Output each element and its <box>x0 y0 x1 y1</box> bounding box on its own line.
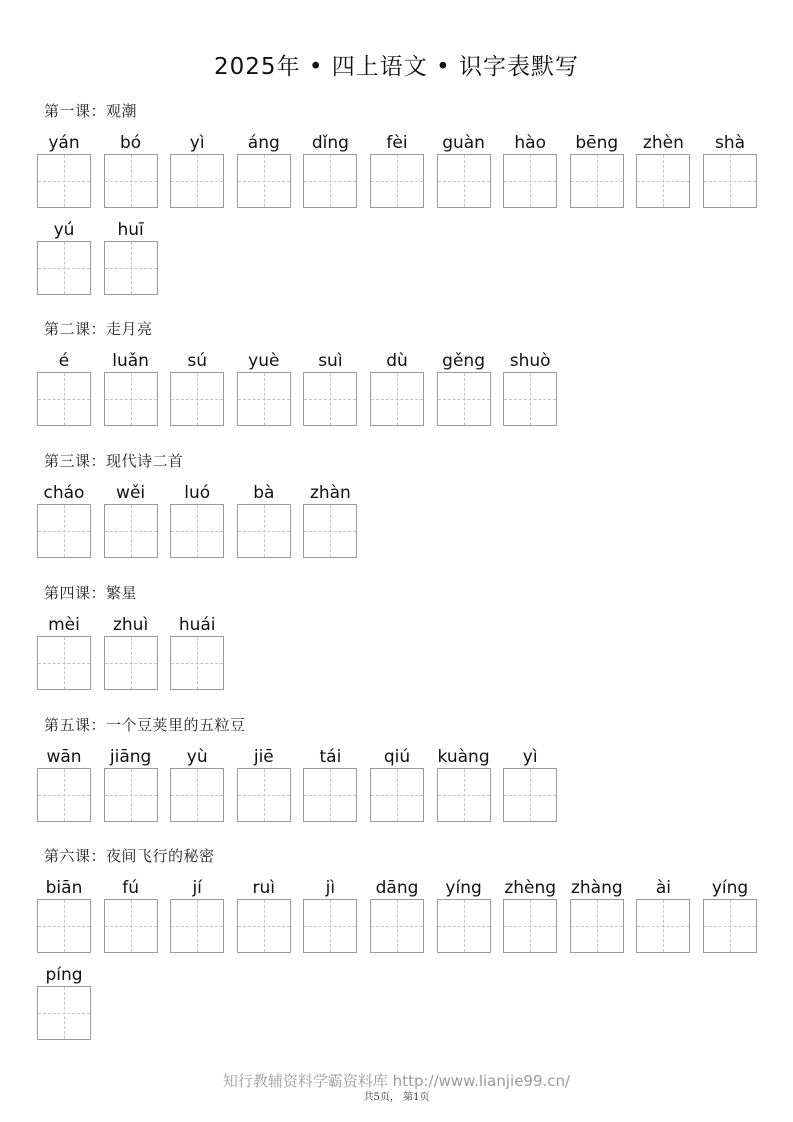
writing-cell <box>37 350 91 426</box>
pinyin-label: jiāng <box>109 747 152 767</box>
tianzige-box[interactable] <box>303 768 357 822</box>
tianzige-box[interactable] <box>37 986 91 1040</box>
tianzige-box[interactable] <box>170 636 224 690</box>
grid-guide-vertical <box>64 505 65 557</box>
writing-cell <box>437 746 491 822</box>
tianzige-box[interactable] <box>370 899 424 953</box>
writing-cell <box>503 746 557 822</box>
grid-guide-vertical <box>330 900 331 952</box>
tianzige-box[interactable] <box>370 372 424 426</box>
writing-cell <box>237 132 291 208</box>
writing-cell <box>703 877 757 953</box>
grid-guide-vertical <box>397 769 398 821</box>
pinyin-label: yíng <box>445 878 482 898</box>
tianzige-box[interactable] <box>37 899 91 953</box>
tianzige-box[interactable] <box>170 504 224 558</box>
tianzige-box[interactable] <box>170 768 224 822</box>
lesson-title: 第四课：繁星 <box>44 584 138 602</box>
writing-cell <box>570 132 624 208</box>
pinyin-label: bēng <box>575 133 619 153</box>
writing-cell <box>237 350 291 426</box>
writing-cell <box>170 614 224 690</box>
tianzige-box[interactable] <box>503 154 557 208</box>
grid-guide-vertical <box>64 637 65 689</box>
tianzige-box[interactable] <box>37 768 91 822</box>
grid-guide-vertical <box>330 373 331 425</box>
writing-cell <box>303 482 357 558</box>
tianzige-box[interactable] <box>37 504 91 558</box>
writing-cell <box>170 877 224 953</box>
grid-guide-vertical <box>131 637 132 689</box>
pinyin-label: dǐng <box>311 133 349 153</box>
grid-guide-vertical <box>264 769 265 821</box>
writing-cell <box>636 132 690 208</box>
pinyin-label: yù <box>186 747 208 767</box>
writing-cell <box>570 877 624 953</box>
pinyin-label: wān <box>46 747 82 767</box>
grid-guide-vertical <box>197 155 198 207</box>
pinyin-label: píng <box>45 965 83 985</box>
writing-cell <box>104 350 158 426</box>
grid-guide-vertical <box>464 155 465 207</box>
pinyin-label: suì <box>318 351 343 371</box>
writing-cell <box>303 877 357 953</box>
pinyin-label: shuò <box>509 351 551 371</box>
pinyin-label: fèi <box>386 133 408 153</box>
writing-cell <box>37 877 91 953</box>
lesson-title: 第一课：观潮 <box>44 102 138 120</box>
pinyin-label: biān <box>45 878 83 898</box>
tianzige-box[interactable] <box>237 899 291 953</box>
grid-guide-vertical <box>464 900 465 952</box>
pinyin-label: jiē <box>253 747 274 767</box>
grid-guide-vertical <box>530 373 531 425</box>
tianzige-box[interactable] <box>237 504 291 558</box>
tianzige-box[interactable] <box>237 372 291 426</box>
grid-guide-vertical <box>597 155 598 207</box>
writing-cell <box>104 219 158 295</box>
tianzige-box[interactable] <box>303 504 357 558</box>
tianzige-box[interactable] <box>437 768 491 822</box>
writing-cell <box>303 132 357 208</box>
pinyin-label: dù <box>386 351 408 371</box>
grid-guide-vertical <box>330 769 331 821</box>
tianzige-box[interactable] <box>303 372 357 426</box>
writing-cell <box>104 482 158 558</box>
pinyin-label: fú <box>122 878 139 898</box>
grid-guide-vertical <box>530 769 531 821</box>
grid-guide-vertical <box>530 155 531 207</box>
grid-guide-vertical <box>64 155 65 207</box>
writing-cell <box>37 482 91 558</box>
writing-cell <box>170 132 224 208</box>
grid-guide-vertical <box>197 769 198 821</box>
footer-page-number: 共5页， 第1页 <box>363 1092 430 1103</box>
writing-cell <box>170 746 224 822</box>
grid-guide-vertical <box>131 242 132 294</box>
pinyin-label: wěi <box>116 483 146 503</box>
grid-guide-vertical <box>64 900 65 952</box>
pinyin-label: bó <box>119 133 142 153</box>
tianzige-box[interactable] <box>170 899 224 953</box>
grid-guide-vertical <box>131 155 132 207</box>
writing-cell <box>636 877 690 953</box>
writing-cell <box>104 746 158 822</box>
tianzige-box[interactable] <box>170 154 224 208</box>
grid-guide-vertical <box>64 242 65 294</box>
lesson-title: 第六课：夜间飞行的秘密 <box>44 847 215 865</box>
tianzige-box[interactable] <box>104 636 158 690</box>
grid-guide-vertical <box>730 155 731 207</box>
tianzige-box[interactable] <box>170 372 224 426</box>
tianzige-box[interactable] <box>104 504 158 558</box>
writing-cell <box>104 877 158 953</box>
writing-cell <box>104 132 158 208</box>
pinyin-label: yán <box>48 133 80 153</box>
pinyin-label: sú <box>187 351 207 371</box>
grid-guide-vertical <box>197 637 198 689</box>
writing-cell <box>370 877 424 953</box>
writing-cell <box>37 614 91 690</box>
pinyin-label: kuàng <box>437 747 490 767</box>
tianzige-box[interactable] <box>636 154 690 208</box>
lesson-title: 第五课：一个豆荚里的五粒豆 <box>44 716 246 734</box>
grid-guide-vertical <box>131 505 132 557</box>
pinyin-label: gěng <box>442 351 485 371</box>
tianzige-box[interactable] <box>37 372 91 426</box>
writing-cell <box>370 132 424 208</box>
pinyin-label: zhàng <box>570 878 623 898</box>
pinyin-label: jì <box>325 878 336 898</box>
tianzige-box[interactable] <box>636 899 690 953</box>
writing-cell <box>370 746 424 822</box>
grid-guide-vertical <box>264 505 265 557</box>
writing-cell <box>303 746 357 822</box>
writing-cell <box>104 614 158 690</box>
grid-guide-vertical <box>64 769 65 821</box>
pinyin-label: yuè <box>248 351 280 371</box>
tianzige-box[interactable] <box>503 372 557 426</box>
footer-site-link[interactable]: 知行教辅资料学霸资料库 http://www.lianjie99.cn/ <box>222 1072 571 1090</box>
tianzige-box[interactable] <box>303 899 357 953</box>
grid-guide-vertical <box>64 373 65 425</box>
pinyin-label: luó <box>184 483 211 503</box>
pinyin-label: yì <box>522 747 538 767</box>
tianzige-box[interactable] <box>370 768 424 822</box>
grid-guide-vertical <box>131 900 132 952</box>
tianzige-box[interactable] <box>703 899 757 953</box>
pinyin-label: dāng <box>375 878 419 898</box>
writing-cell <box>437 877 491 953</box>
pinyin-label: jí <box>192 878 202 898</box>
writing-cell <box>170 482 224 558</box>
lesson-title: 第三课：现代诗二首 <box>44 452 184 470</box>
pinyin-label: huái <box>178 615 216 635</box>
grid-guide-vertical <box>397 155 398 207</box>
tianzige-box[interactable] <box>370 154 424 208</box>
pinyin-label: ruì <box>252 878 276 898</box>
writing-cell <box>303 350 357 426</box>
tianzige-box[interactable] <box>303 154 357 208</box>
writing-cell <box>237 877 291 953</box>
writing-cell <box>503 132 557 208</box>
writing-cell <box>237 482 291 558</box>
pinyin-label: yíng <box>711 878 749 898</box>
grid-guide-vertical <box>730 900 731 952</box>
pinyin-label: zhàn <box>309 483 351 503</box>
tianzige-box[interactable] <box>703 154 757 208</box>
pinyin-label: zhèng <box>504 878 557 898</box>
grid-guide-vertical <box>397 900 398 952</box>
grid-guide-vertical <box>464 769 465 821</box>
tianzige-box[interactable] <box>437 372 491 426</box>
writing-cell <box>37 964 91 1040</box>
pinyin-label: shà <box>714 133 746 153</box>
lesson-title: 第二课：走月亮 <box>44 320 153 338</box>
grid-guide-vertical <box>197 373 198 425</box>
pinyin-label: é <box>58 351 70 371</box>
tianzige-box[interactable] <box>37 154 91 208</box>
tianzige-box[interactable] <box>104 768 158 822</box>
grid-guide-vertical <box>264 155 265 207</box>
pinyin-label: guàn <box>442 133 485 153</box>
writing-cell <box>170 350 224 426</box>
page-title: 2025年 • 四上语文 • 识字表默写 <box>214 54 579 80</box>
writing-cell <box>370 350 424 426</box>
tianzige-box[interactable] <box>37 241 91 295</box>
grid-guide-vertical <box>131 769 132 821</box>
tianzige-box[interactable] <box>570 154 624 208</box>
tianzige-box[interactable] <box>437 154 491 208</box>
pinyin-label: cháo <box>43 483 85 503</box>
grid-guide-vertical <box>330 505 331 557</box>
pinyin-label: tái <box>319 747 342 767</box>
grid-guide-vertical <box>197 505 198 557</box>
tianzige-box[interactable] <box>570 899 624 953</box>
writing-cell <box>237 746 291 822</box>
pinyin-label: mèi <box>48 615 80 635</box>
tianzige-box[interactable] <box>104 241 158 295</box>
tianzige-box[interactable] <box>237 768 291 822</box>
pinyin-label: yì <box>189 133 205 153</box>
grid-guide-vertical <box>264 373 265 425</box>
pinyin-label: áng <box>247 133 280 153</box>
tianzige-box[interactable] <box>104 372 158 426</box>
grid-guide-vertical <box>264 900 265 952</box>
pinyin-label: zhèn <box>642 133 684 153</box>
tianzige-box[interactable] <box>104 899 158 953</box>
writing-cell <box>437 132 491 208</box>
writing-cell <box>503 350 557 426</box>
tianzige-box[interactable] <box>237 154 291 208</box>
grid-guide-vertical <box>397 373 398 425</box>
pinyin-label: huī <box>117 220 144 240</box>
tianzige-box[interactable] <box>503 768 557 822</box>
pinyin-label: yú <box>53 220 75 240</box>
grid-guide-vertical <box>131 373 132 425</box>
tianzige-box[interactable] <box>503 899 557 953</box>
tianzige-box[interactable] <box>37 636 91 690</box>
writing-cell <box>37 132 91 208</box>
grid-guide-vertical <box>663 900 664 952</box>
grid-guide-vertical <box>597 900 598 952</box>
grid-guide-vertical <box>530 900 531 952</box>
grid-guide-vertical <box>197 900 198 952</box>
grid-guide-vertical <box>663 155 664 207</box>
pinyin-label: luǎn <box>112 351 149 371</box>
pinyin-label: bà <box>253 483 275 503</box>
pinyin-label: ài <box>655 878 671 898</box>
writing-cell <box>703 132 757 208</box>
writing-cell <box>37 219 91 295</box>
pinyin-label: zhuì <box>112 615 149 635</box>
grid-guide-vertical <box>464 373 465 425</box>
pinyin-label: qiú <box>383 747 411 767</box>
grid-guide-vertical <box>64 987 65 1039</box>
writing-cell <box>437 350 491 426</box>
pinyin-label: hào <box>514 133 546 153</box>
writing-cell <box>37 746 91 822</box>
grid-guide-vertical <box>330 155 331 207</box>
tianzige-box[interactable] <box>437 899 491 953</box>
writing-cell <box>503 877 557 953</box>
tianzige-box[interactable] <box>104 154 158 208</box>
